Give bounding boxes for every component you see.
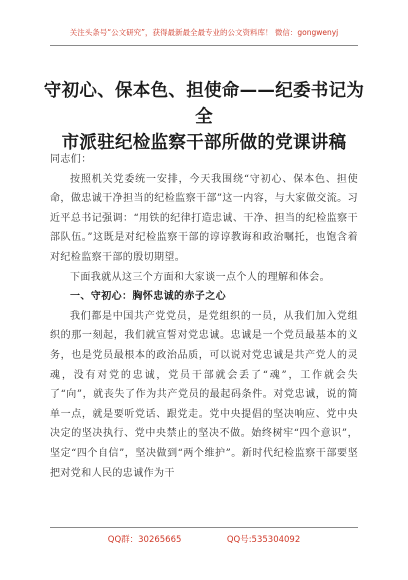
title-line-2: 市派驻纪检监察干部所做的党课讲稿 — [61, 133, 347, 153]
section-1-paragraph: 我们都是中国共产党党员，是党组织的一员，从我们加入党组织的那一刻起，我们就宣誓对党忠诚。忠诚是一个党员最基本的义务，也是党员最根本的政治品质，可以说对党忠诚是共产党人的灵魂，没有对党的忠诚，党员干部就会丢了“魂”，工作就会失了“向”，就丧失了作为共产党员的最起码条件。对党忠诚，说的简单一点，就是要听党话、跟党走。党中央提倡的坚决响应、党中央决定的坚决执行、党中央禁止的坚决不做。始终树牢“四个意识”，坚定“四个自信”，坚决做到“两个维护”。新时代纪检监察干部要坚把对党和人民的忠诚作为干 — [50, 310, 358, 479]
footer-qq-number: QQ号:535304092 — [226, 535, 301, 545]
title-line-1: 守初心、保本色、担使命——纪委书记为全 — [43, 81, 365, 127]
footer-qq-group: QQ群：30265665 — [107, 535, 182, 545]
footer-contact — [0, 533, 408, 545]
transition-paragraph: 下面我就从这三个方面和大家谈一点个人的理解和体会。 — [70, 271, 330, 283]
section-1-heading: 一、守初心：胸怀忠诚的赤子之心 — [70, 291, 226, 303]
header-note: 关注头条号“公文研究”，获得最新最全最专业的公文资料库！ 微信：gongwenyj — [69, 28, 339, 37]
document-body — [50, 150, 358, 483]
header-divider — [50, 45, 358, 46]
salutation: 同志们： — [50, 154, 92, 165]
intro-paragraph: 按照机关党委统一安排，今天我围绕“守初心、保本色、担使命，做忠诚干净担当的纪检监察干部”这一内容，与大家做交流。习近平总书记强调：“用铁的纪律打造忠诚、干净、担当的纪检监察干部队伍。”这既是对纪检监察干部的谆谆教诲和政治嘱托，也饱含着对纪检监察干部的殷切期望。 — [50, 173, 358, 263]
document-title — [40, 78, 368, 156]
footer-divider — [50, 527, 358, 528]
